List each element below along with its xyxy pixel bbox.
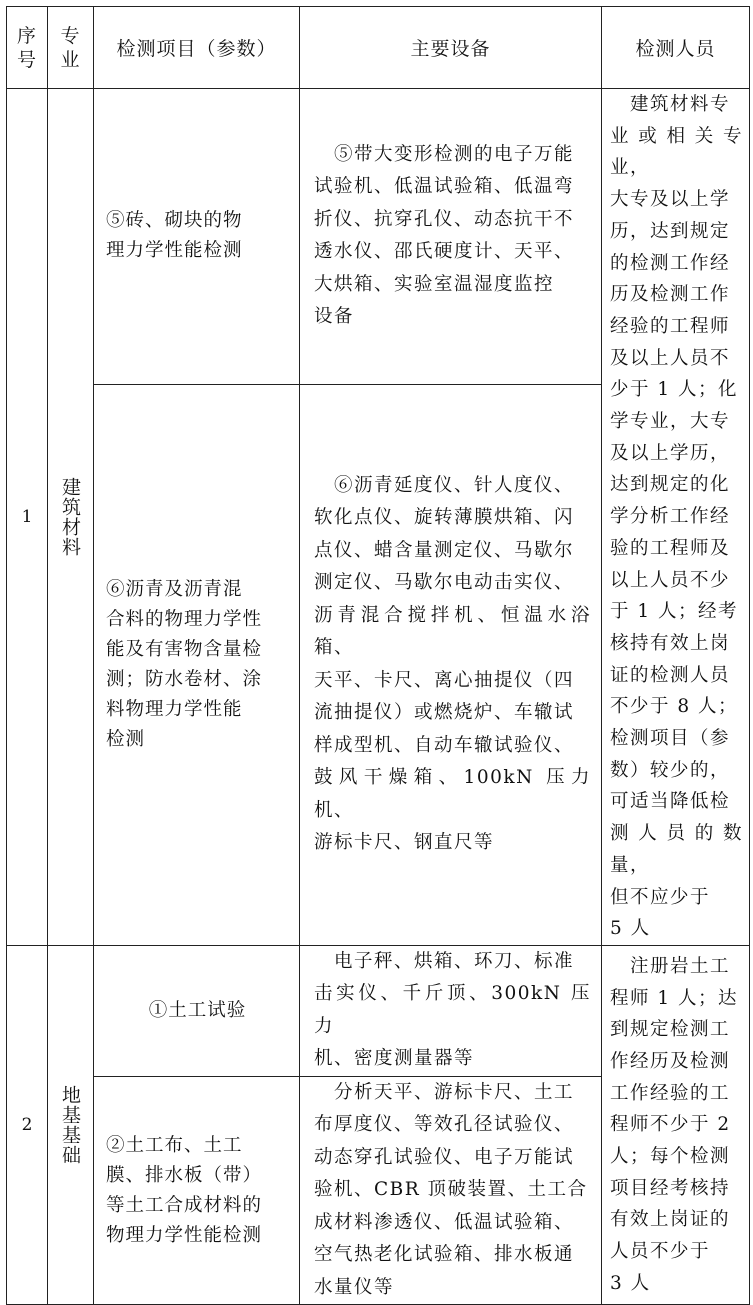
header-seq [7,7,48,89]
personnel-cell [602,89,750,946]
header-seq-text: 序号 [17,24,38,71]
equipment-text: 电子秤、烘箱、环刀、标准 击实仪、千斤顶、300kN 压力 机、密度测量器等 [314,950,591,1070]
header-item: 检测项目（参数） [94,7,300,89]
equipment-cell [300,89,602,385]
item-text: ⑤砖、砌块的物 理力学性能检测 [106,210,243,262]
equipment-text: 分析天平、游标卡尺、土工 布厚度仪、等效孔径试验仪、 动态穿孔试验仪、电子万能试 验机、CBR 顶破装置、土工合 成材料渗透仪、低温试验箱、 空气热老化试验箱、排水板通 水量仪等 [314,1081,588,1298]
equipment-cell [300,1076,602,1305]
major-cell [48,945,94,1305]
seq-cell: 1 [7,89,48,946]
item-text: ⑥沥青及沥青混 合料的物理力学性 能及有害物含量检 测；防水卷材、涂 料物理力学性能 检测 [106,578,263,750]
equipment-text: ⑥沥青延度仪、针人度仪、 软化点仪、旋转薄膜烘箱、闪 点仪、蜡含量测定仪、马歇尔 测定仪、马歇尔电动击实仪、 沥青混合搅拌机、恒温水浴箱、 天平、卡尺、离心抽提仪（四 流抽提仪）或燃烧炉、车辙试 样成型机、自动车辙试验仪、 鼓风干燥箱、100kN 压力机、 游标卡尺、钢直尺等 [314,474,591,854]
header-equipment: 主要设备 [300,7,602,89]
inspection-spec-table [6,6,750,1305]
equipment-text: ⑤带大变形检测的电子万能 试验机、低温试验箱、低温弯 折仪、抗穿孔仪、动态抗干不 透水仪、邵氏硬度计、天平、 大烘箱、实验室温湿度监控 设备 [314,143,575,328]
personnel-text: 注册岩土工 程师 1 人；达 到规定检测工 作经历及检测 工作经验的工 程师不少于 2 人；每个检测 项目经考核持 有效上岗证的 人员不少于 3 人 [610,955,739,1294]
item-text: ②土工布、土工 膜、排水板（带） 等土工合成材料的 物理力学性能检测 [106,1134,263,1246]
item-text: ①土工试验 [148,999,247,1021]
major-label: 建筑材料 [59,476,81,557]
table-row [7,945,750,1076]
table-row [7,89,750,385]
header-row [7,7,750,89]
seq-cell: 2 [7,945,48,1305]
item-cell [94,945,300,1076]
item-cell [94,384,300,945]
header-major [48,7,94,89]
header-personnel: 检测人员 [602,7,750,89]
item-cell [94,1076,300,1305]
header-major-text: 专业 [60,24,81,71]
item-cell [94,89,300,385]
major-label: 地基基础 [59,1085,81,1166]
personnel-cell [602,945,750,1305]
equipment-cell [300,384,602,945]
major-cell [48,89,94,946]
equipment-cell [300,945,602,1076]
personnel-text: 建筑材料专 业或相关专业， 大专及以上学 历，达到规定 的检测工作经 历及检测工作 经验的工程师 及以上人员不 少于 1 人；化 学专业，大专 及以上学历， 达到规定的化 学分析工作经 验的工程师及 以上人员不少 于 1 人；经考 核持有效上岗 证的检测人员 不少于 8 人； 检测项目（参 数）较少的， 可适当降低检 测人员的数量， 但不应少于 5 人 [610,94,743,940]
